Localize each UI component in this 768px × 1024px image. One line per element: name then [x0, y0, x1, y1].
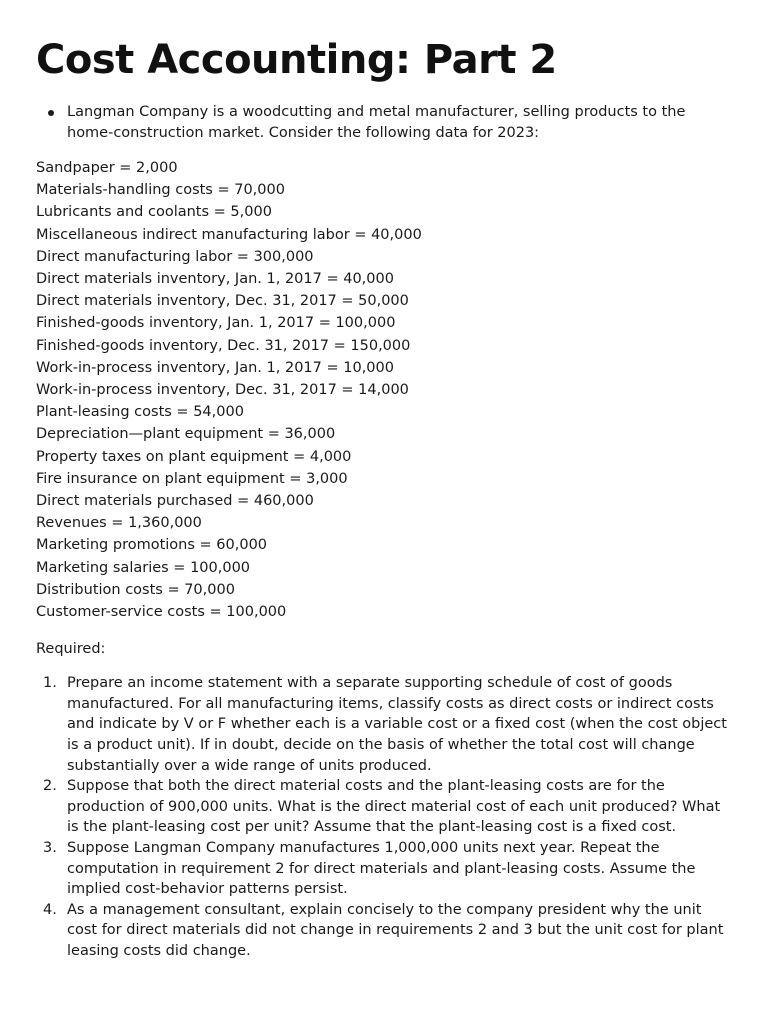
data-item: Finished-goods inventory, Jan. 1, 2017 = 100,000 — [36, 315, 396, 332]
data-item: Materials-handling costs = 70,000 — [36, 182, 285, 199]
data-item: Plant-leasing costs = 54,000 — [36, 404, 244, 421]
cost-data-list — [36, 157, 732, 623]
data-item: Marketing promotions = 60,000 — [36, 537, 268, 554]
requirement-item — [36, 900, 732, 962]
requirement-number: 4. — [43, 901, 57, 918]
data-item: Distribution costs = 70,000 — [36, 581, 235, 598]
data-item: Finished-goods inventory, Dec. 31, 2017 = 150,000 — [36, 337, 411, 354]
required-label: Required: — [36, 641, 106, 658]
requirement-number: 1. — [43, 675, 57, 692]
requirement-item — [36, 776, 732, 838]
data-item: Work-in-process inventory, Dec. 31, 2017 = 14,000 — [36, 382, 409, 399]
data-item: Direct materials inventory, Jan. 1, 2017 = 40,000 — [36, 271, 394, 288]
data-item: Miscellaneous indirect manufacturing labor = 40,000 — [36, 226, 422, 243]
page-title: Cost Accounting: Part 2 — [36, 37, 557, 83]
data-item: Marketing salaries = 100,000 — [36, 559, 251, 576]
intro-text: Langman Company is a woodcutting and metal manufacturer, selling products to the home-construction market. Consider the following data for 2023: — [67, 104, 686, 141]
requirements-list — [36, 673, 732, 961]
requirement-item — [36, 838, 732, 900]
data-item: Customer-service costs = 100,000 — [36, 604, 287, 621]
data-item: Property taxes on plant equipment = 4,000 — [36, 448, 352, 465]
requirement-text: Suppose Langman Company manufactures 1,000,000 units next year. Repeat the computation in requirement 2 for direct materials and plant-leasing costs. Assume the implied cost-behavior patterns persist. — [67, 840, 696, 898]
data-item: Direct manufacturing labor = 300,000 — [36, 248, 314, 265]
bullet-icon — [48, 110, 54, 116]
requirement-item — [36, 673, 732, 776]
data-item: Depreciation—plant equipment = 36,000 — [36, 426, 336, 443]
data-item: Sandpaper = 2,000 — [36, 160, 178, 176]
data-item: Direct materials purchased = 460,000 — [36, 493, 314, 510]
data-item: Lubricants and coolants = 5,000 — [36, 204, 272, 221]
requirement-text: Suppose that both the direct material costs and the plant-leasing costs are for the production of 900,000 units. What is the direct material cost of each unit produced? What is the plant-leasing cost per unit? Assume that the plant-leasing cost is a fixed cost. — [67, 778, 721, 836]
requirement-text: As a management consultant, explain concisely to the company president why the unit cost for direct materials did not change in requirements 2 and 3 but the unit cost for plant leasing costs did change. — [67, 901, 724, 959]
intro-list — [36, 102, 732, 143]
requirement-number: 3. — [43, 840, 57, 857]
data-item: Direct materials inventory, Dec. 31, 2017 = 50,000 — [36, 293, 409, 310]
data-item: Fire insurance on plant equipment = 3,000 — [36, 470, 348, 487]
requirement-text: Prepare an income statement with a separate supporting schedule of cost of goods manufactured. For all manufacturing items, classify costs as direct costs or indirect costs and indicate by V or F whether each is a variable cost or a fixed cost (when the cost object is a product unit). If in doubt, decide on the basis of whether the total cost will change substantially over a wide range of units produced. — [67, 675, 727, 774]
data-item: Revenues = 1,360,000 — [36, 515, 202, 532]
intro-item — [36, 102, 732, 143]
requirement-number: 2. — [43, 778, 57, 795]
data-item: Work-in-process inventory, Jan. 1, 2017 = 10,000 — [36, 359, 394, 376]
